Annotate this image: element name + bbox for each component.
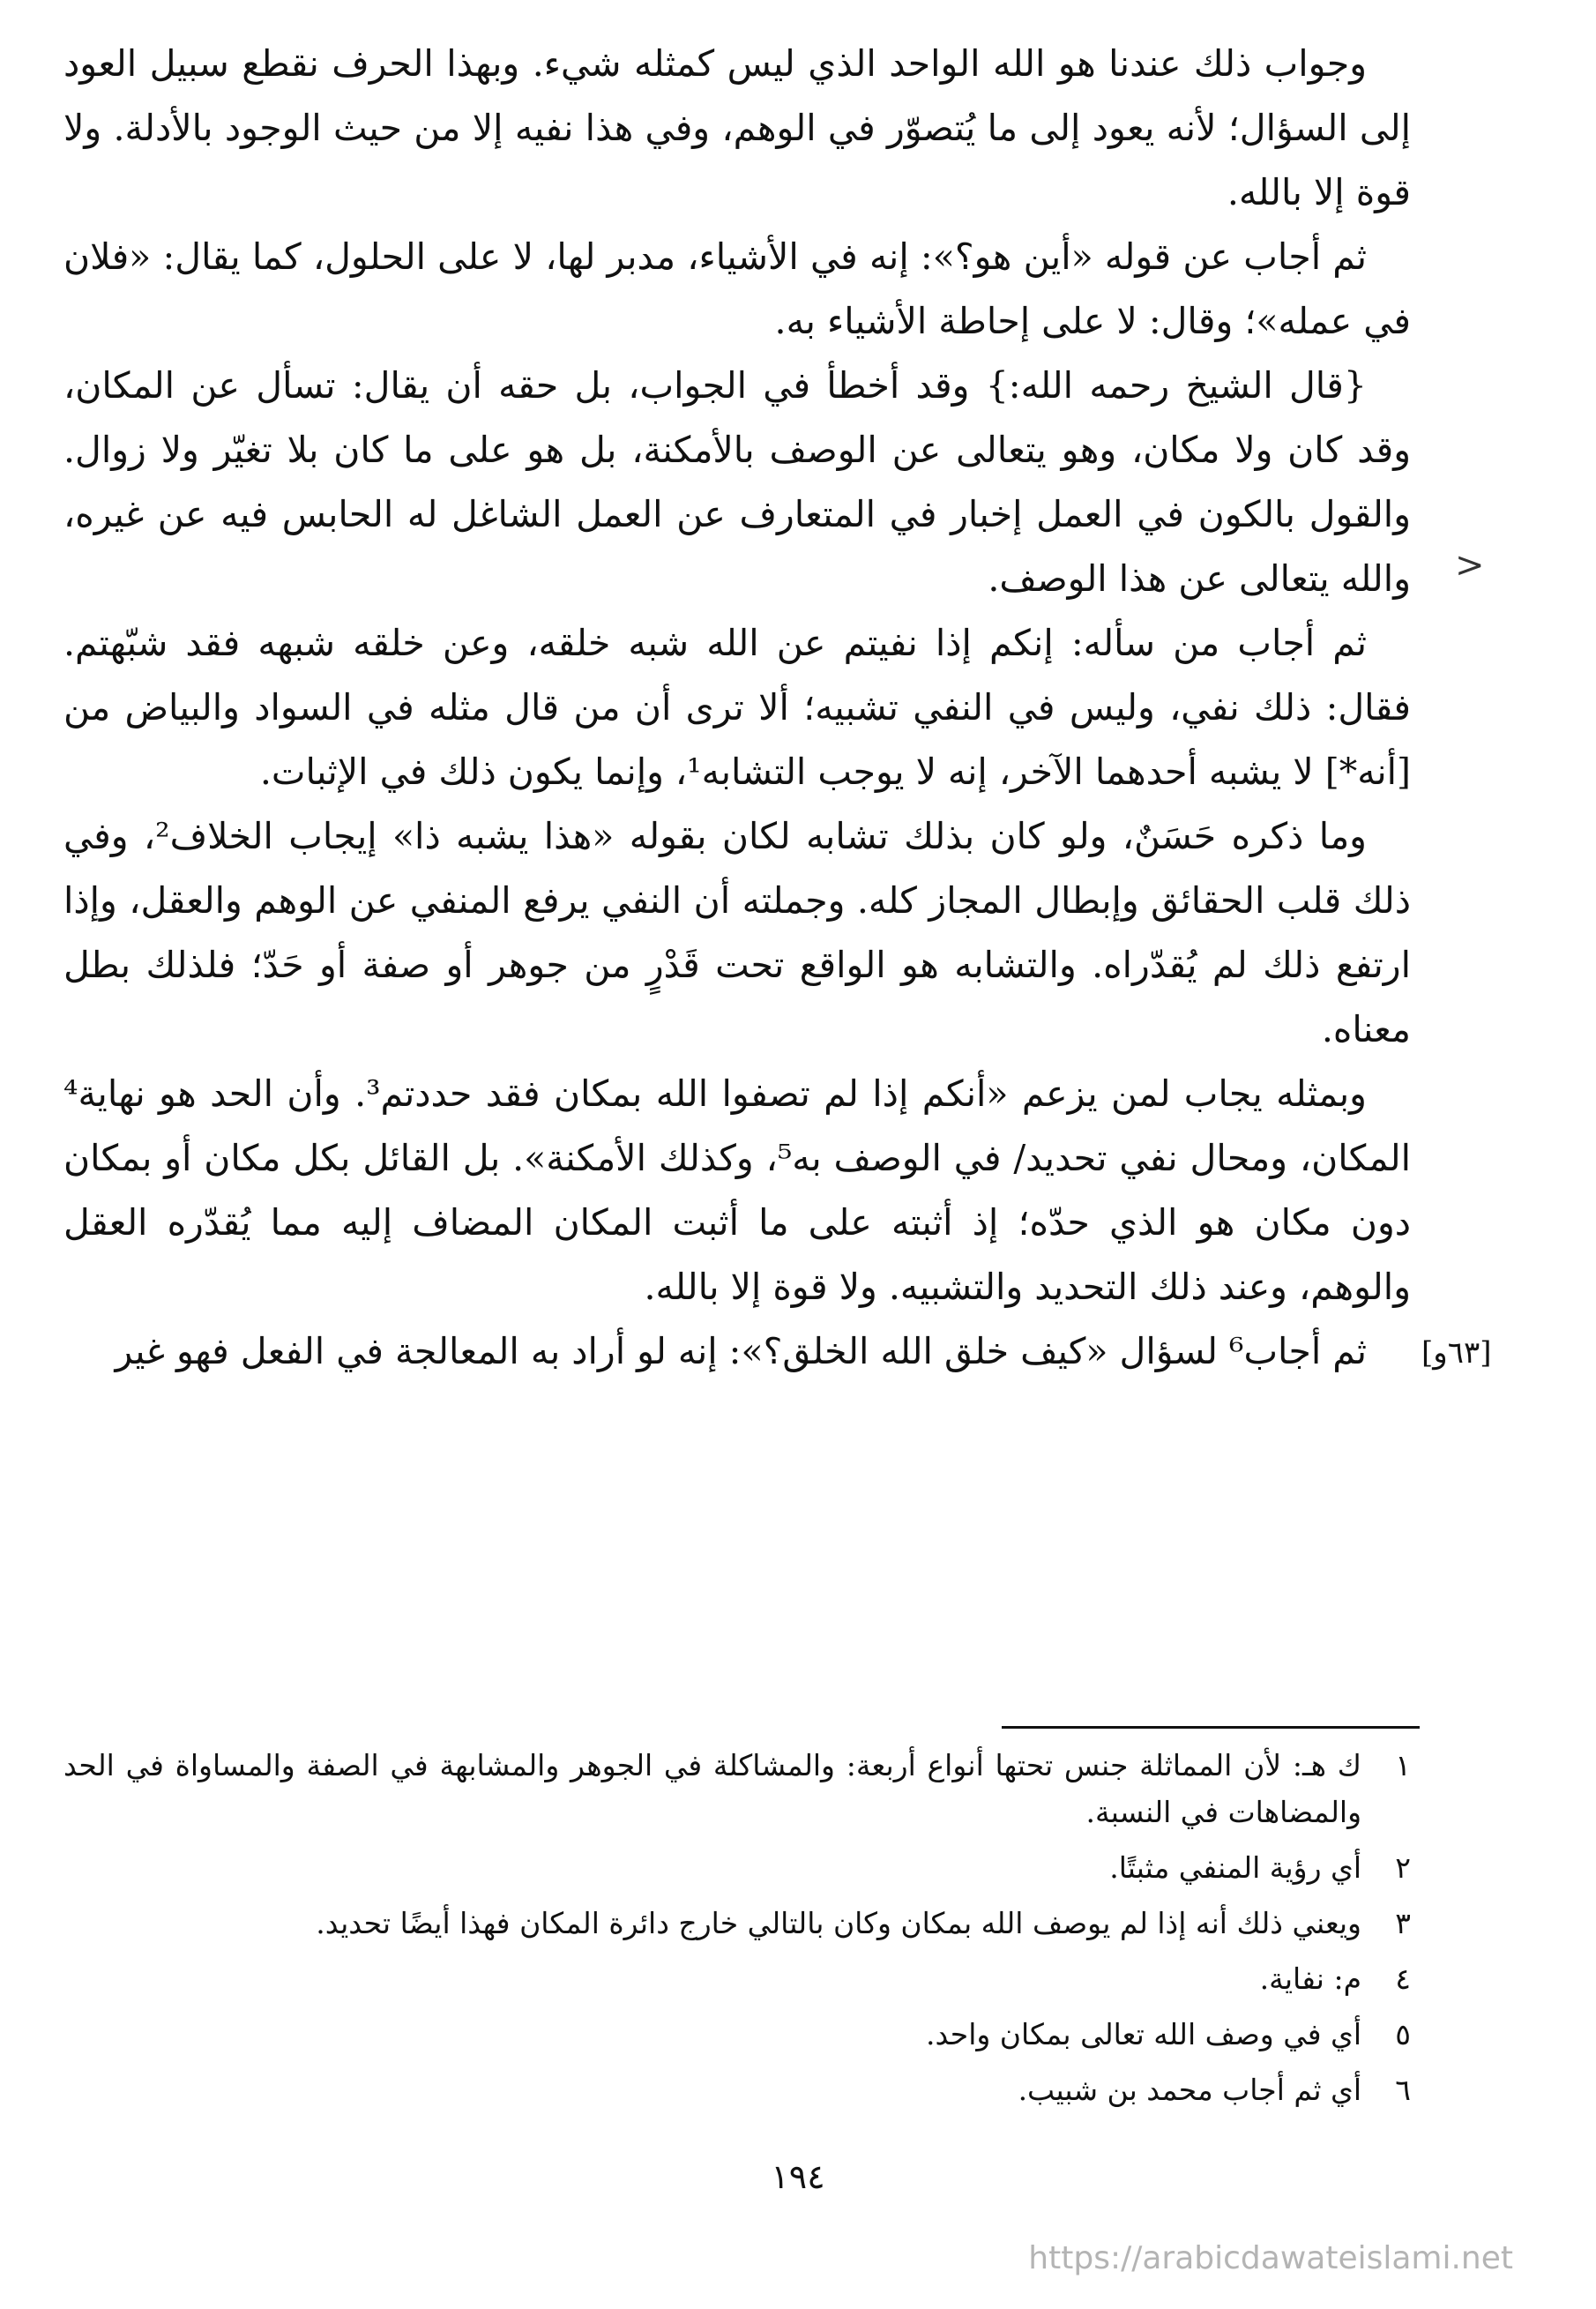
footnote-text: أي ثم أجاب محمد بن شبيب. bbox=[1018, 2073, 1361, 2107]
footnote-item bbox=[63, 1844, 1411, 1891]
footnote-item bbox=[63, 2011, 1411, 2058]
watermark-url: https://arabicdawateislami.net bbox=[1028, 2240, 1513, 2276]
footnote-number: ١ bbox=[1395, 1748, 1411, 1782]
folio-margin-note: [٦٣و] bbox=[1421, 1335, 1492, 1371]
footnote-text: أي في وصف الله تعالى بمكان واحد. bbox=[926, 2017, 1361, 2051]
footnote-number: ٤ bbox=[1395, 1962, 1411, 1996]
footnote-text: ويعني ذلك أنه إذا لم يوصف الله بمكان وكان بالتالي خارج دائرة المكان فهذا أيضًا تحديد. bbox=[316, 1906, 1361, 1940]
footnote-text: أي رؤية المنفي مثبتًا. bbox=[1109, 1850, 1361, 1885]
footnote-item bbox=[63, 1742, 1411, 1835]
footnote-item bbox=[63, 1900, 1411, 1947]
footnote-text: م: نفاية. bbox=[1259, 1962, 1361, 1996]
paragraph-3: {قال الشيخ رحمه الله:} وقد أخطأ في الجواب، بل حقه أن يقال: تسأل عن المكان، وقد كان ولا مكان، وهو يتعالى عن الوصف بالأمكنة، بل هو على ما كان بلا تغيّر ولا زوال. والقول بالكون في العمل إخبار في المتعارف عن العمل الشاغل له الحابس فيه عن غيره، والله يتعالى عن هذا الوصف. bbox=[63, 364, 1412, 600]
paragraph-4: ثم أجاب من سأله: إنكم إذا نفيتم عن الله شبه خلقه، وعن خلقه شبهه فقد شبّهتم. فقال: ذلك نفي، وليس في النفي تشبيه؛ ألا ترى أن من قال مثله في السواد والبياض من [أنه*] لا يشبه أحدهما الآخر، إنه لا يوجب التشابه¹، وإنما يكون ذلك في الإثبات. bbox=[63, 622, 1411, 793]
footnote-number: ٢ bbox=[1395, 1850, 1411, 1885]
footnote-item bbox=[63, 2066, 1411, 2113]
main-text bbox=[63, 32, 1411, 1384]
paragraph-5: وما ذكره حَسَنٌ، ولو كان بذلك تشابه لكان بقوله «هذا يشبه ذا» إيجاب الخلاف²، وفي ذلك قلب الحقائق وإبطال المجاز كله. وجملته أن النفي يرفع المنفي عن الوهم والعقل، وإذا ارتفع ذلك لم يُقدّراه. والتشابه هو الواقع تحت قَدْرٍ من جوهر أو صفة أو حَدّ؛ فلذلك بطل معناه. bbox=[63, 815, 1411, 1050]
footnote-item bbox=[63, 1955, 1411, 2002]
footnote-text: ك هـ: لأن المماثلة جنس تحتها أنواع أربعة: والمشاكلة في الجوهر والمشابهة في الصفة والمساواة في الحد والمضاهات في النسبة. bbox=[63, 1748, 1361, 1829]
footnote-number: ٣ bbox=[1395, 1906, 1411, 1940]
paragraph-2: ثم أجاب عن قوله «أين هو؟»: إنه في الأشياء، مدبر لها، لا على الحلول، كما يقال: «فلان في عمله»؛ وقال: لا على إحاطة الأشياء به. bbox=[63, 235, 1411, 342]
footnotes-list bbox=[63, 1742, 1411, 2122]
footnote-number: ٦ bbox=[1395, 2073, 1411, 2107]
paragraph-7: ثم أجاب⁶ لسؤال «كيف خلق الله الخلق؟»: إنه لو أراد به المعالجة في الفعل فهو غير bbox=[115, 1330, 1367, 1372]
footnote-number: ٥ bbox=[1395, 2017, 1411, 2051]
paragraph-6: وبمثله يجاب لمن يزعم «أنكم إذا لم تصفوا الله بمكان فقد حددتم³. وأن الحد هو نهاية⁴ المكان، ومحال نفي تحديد/ في الوصف به⁵، وكذلك الأمكنة». بل القائل بكل مكان أو بمكان دون مكان هو الذي حدّه؛ إذ أثبته على ما أثبت المكان المضاف إليه مما يُقدّره العقل والوهم، وعند ذلك التحديد والتشبيه. ولا قوة إلا بالله. bbox=[63, 1072, 1411, 1308]
margin-bracket-mark: < bbox=[1455, 545, 1485, 586]
paragraph-1: وجواب ذلك عندنا هو الله الواحد الذي ليس كمثله شيء. وبهذا الحرف نقطع سبيل العود إلى السؤال؛ لأنه يعود إلى ما يُتصوّر في الوهم، وفي هذا نفيه إلا من حيث الوجود بالأدلة. ولا قوة إلا بالله. bbox=[63, 42, 1411, 213]
footnote-divider bbox=[1002, 1726, 1420, 1729]
page-number: ١٩٤ bbox=[771, 2157, 825, 2196]
